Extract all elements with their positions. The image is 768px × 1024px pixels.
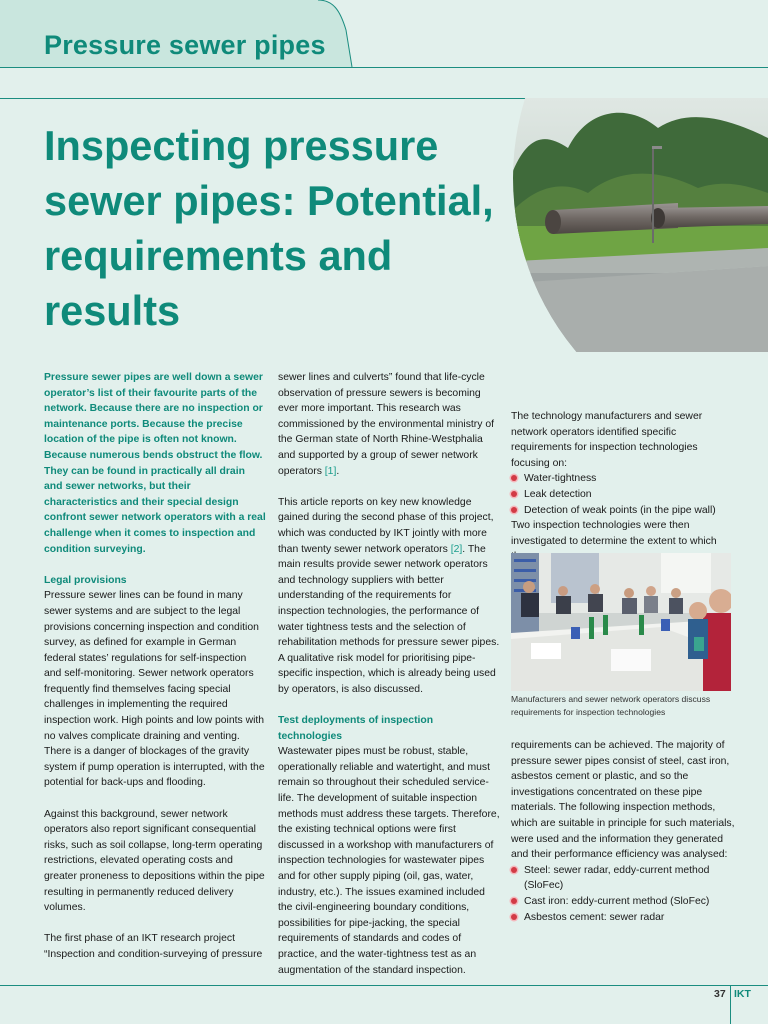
list-item: Water-tightness xyxy=(511,471,735,487)
subheading-legal: Legal provisions xyxy=(44,574,127,586)
bullet-icon xyxy=(511,475,517,481)
hero-photo-pipes xyxy=(498,98,768,352)
list-item: Leak detection xyxy=(511,487,735,503)
article-headline: Inspecting pressure sewer pipes: Potential, requirements and results xyxy=(44,122,494,334)
article-column-2 xyxy=(278,370,500,978)
list-item: Detection of weak points (in the pipe wall) xyxy=(511,503,735,519)
page-number: 37 xyxy=(714,988,726,1000)
paragraph-legal-2: Against this background, sewer network operators also report significant consequential risks, such as soil collapse, long-term operating restrictions, elevated operating costs and greater proneness to depositions within the pipe resulting in permanently reduced delivery volumes. xyxy=(44,808,265,914)
bullet-icon xyxy=(511,507,517,513)
article-column-1 xyxy=(44,370,266,963)
paragraph-requirements-intro: The technology manufacturers and sewer network operators identified specific requirements for inspection technologies focusing on: xyxy=(511,411,703,469)
paragraph-key-knowledge: This article reports on key new knowledge gained during the second phase of this project, which was conducted by IKT jointly with more than twenty sewer network operators [2]. The main results provide sewer network operators and technology suppliers with better understanding of the requirements for inspection technologies, the performance of water tightness tests and the selection of rehabilitation methods for pressure sewer pipes. A qualitative risk model for prioritising pipe-specific inspection, which is already being used by operators, is also discussed. xyxy=(278,496,500,695)
footer-rule xyxy=(0,985,768,986)
bullet-icon xyxy=(511,867,517,873)
list-item: Steel: sewer radar, eddy-current method (SloFec) xyxy=(511,863,735,894)
paragraph-materials: requirements can be achieved. The majority of pressure sewer pipes consist of steel, cast iron, asbestos cement or plastic, and so the investigations concentrated on these pipe materials. The following inspection methods, which are suitable in principle for such materials, were used and the information they generated and their performance efficiency was analysed: xyxy=(511,740,735,861)
paragraph-project-intro: sewer lines and culverts” found that life-cycle observation of pressure sewers is becoming ever more important. This research was commissioned by the environmental ministry of the German state of North Rhine-Westphalia and supported by a group of sewer network operators [1]. xyxy=(278,372,494,477)
footer-divider xyxy=(730,985,731,1024)
paragraph-technologies-investigated: Two inspection technologies were then investigated to determine the extent to which xyxy=(511,520,717,547)
header-rule xyxy=(0,67,768,68)
list-item: Asbestos cement: sewer radar xyxy=(511,910,735,926)
article-column-3-bottom xyxy=(511,738,735,925)
bullet-icon xyxy=(511,914,517,920)
subheading-test-deployments: Test deployments of inspection technologies xyxy=(278,715,434,742)
meeting-photo xyxy=(511,553,731,691)
article-column-3-top xyxy=(511,409,735,565)
bullet-icon xyxy=(511,491,517,497)
reference-link-2[interactable]: [2] xyxy=(450,543,463,555)
inspection-methods-list xyxy=(511,863,735,925)
paragraph-legal-3: The first phase of an IKT research project “Inspection and condition-surveying of pressure xyxy=(44,933,263,960)
figure-caption: Manufacturers and sewer network operators discuss requirements for inspection technologies xyxy=(511,694,711,717)
bullet-icon xyxy=(511,898,517,904)
list-item: Cast iron: eddy-current method (SloFec) xyxy=(511,894,735,910)
requirements-list xyxy=(511,471,735,518)
section-label: Pressure sewer pipes xyxy=(44,30,326,60)
paragraph-test-deployments: Wastewater pipes must be robust, stable, operationally reliable and watertight, and must remain so throughout their scheduled service-life. The development of suitable inspection methods must address these targets. Therefore, the existing technical options were first discussed in a workshop with manufacturers of inspection technologies for wastewater pipes and for other supply piping (oil, gas, water, industry, etc.). The issues examined included the civil-engineering boundary conditions, possibilities for pipe-jacking, the special requirements of standards and codes of practice, and the water-tightness test as an augmentation of the standard inspection. xyxy=(278,746,500,976)
article-lead: Pressure sewer pipes are well down a sewer operator’s list of their favourite parts of the network. Because there are no inspection or maintenance ports. Because the precise location of the pipe is often not known. Because numerous bends obstruct the flow. They can be found in practically all drain and sewer networks, but their characteristics and their special design confront sewer network operators with a real challenge when it comes to inspection and condition surveying. xyxy=(44,372,266,555)
reference-link-1[interactable]: [1] xyxy=(324,465,337,477)
paragraph-legal-1: Pressure sewer lines can be found in many sewer systems and are subject to the legal provisions concerning inspection and condition survey, as defined for example in German federal states’ regulations for self-inspection and self-monitoring. Sewer network operators frequently find themselves facing special challenges in implementing the required inspection work. High points and low points with no valves complicate draining and venting. There is a danger of blockages of the gravity system if pump operation is interrupted, with the potential for back-ups and flooding. xyxy=(44,590,265,789)
brand-label: IKT xyxy=(734,988,751,1000)
